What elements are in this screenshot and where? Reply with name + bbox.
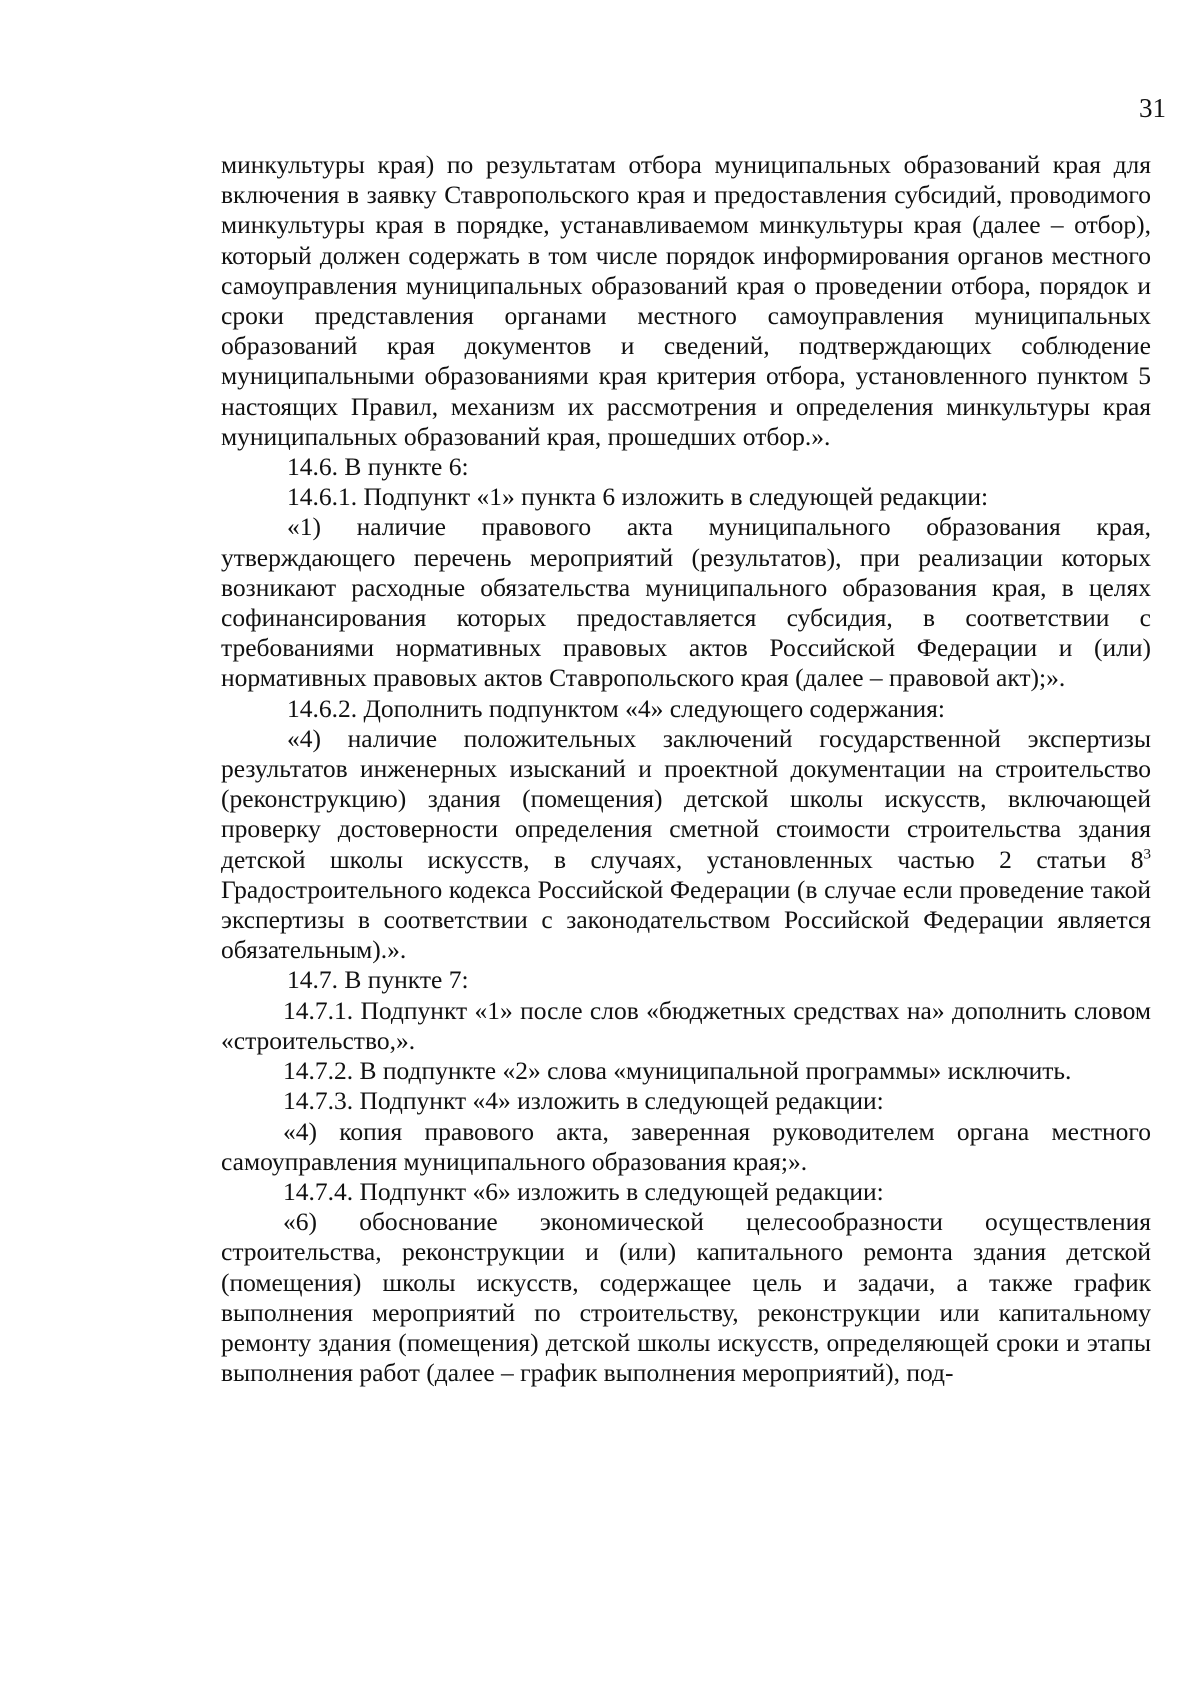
paragraph-continuation: минкультуры края) по результатам отбора муниципальных образований края для включения в заявку Ставропольского края и предоставления субсидий, проводимого минкультуры края в порядке, устанавливаемом минкультуры края (далее – отбор), который должен содержать в том числе порядок информирования органов местного самоуправления муниципальных образований края о проведении отбора, порядок и сроки представления органами местного самоуправления муниципальных образований края документов и сведений, подтверждающих соблюдение муниципальными образованиями края критерия отбора, установленного пунктом 5 настоящих Правил, механизм их рассмотрения и определения минкультуры края муниципальных образований края, прошедших отбор.». [221,150,1151,451]
paragraph-14-6-1: 14.6.1. Подпункт «1» пункта 6 изложить в следующей редакции: [287,482,989,512]
paragraph-14-6: 14.6. В пункте 6: [287,452,469,482]
paragraph-subitem-1-text: «1) наличие правового акта муниципального образования края, утверждающего перечень мероприятий (результатов), при реализации которых возникают расходные обязательства муниципального образования края, в целях софинансирования которых предоставляется субсидия, в соответствии с требованиями нормативных правовых актов Российской Федерации и (или) нормативных правовых актов Ставропольского края (далее – правовой акт);». [221,512,1151,693]
expertise-text-part-2: Градостроительного кодекса Российской Федерации (в случае если проведение такой экспертизы в соответствии с законодательством Российской Федерации является обязательным).». [221,874,1151,965]
paragraph-14-7-1: 14.7.1. Подпункт «1» после слов «бюджетных средствах на» дополнить словом «строительство,». [221,995,1151,1055]
article-superscript: 3 [1143,846,1151,863]
page-number: 31 [1139,93,1166,123]
paragraph-subitem-4-expertise [221,724,1151,966]
paragraph-14-7-4: 14.7.4. Подпункт «6» изложить в следующей редакции: [283,1176,884,1206]
paragraph-subitem-4-copy: «4) копия правового акта, заверенная руководителем органа местного самоуправления муниципального образования края;». [221,1116,1151,1176]
paragraph-14-7-3: 14.7.3. Подпункт «4» изложить в следующей редакции: [283,1086,884,1116]
paragraph-14-6-2: 14.6.2. Дополнить подпунктом «4» следующего содержания: [287,693,945,723]
paragraph-14-7: 14.7. В пункте 7: [287,965,469,995]
document-body [221,150,1151,1388]
paragraph-14-7-2: 14.7.2. В подпункте «2» слова «муниципальной программы» исключить. [283,1056,1072,1086]
expertise-text-part-1: «4) наличие положительных заключений государственной экспертизы результатов инженерных изысканий и проектной документации на строительство (реконструкцию) здания (помещения) детской школы искусств, включающей проверку достоверности определения сметной стоимости строительства здания детской школы искусств, в случаях, установленных частью 2 статьи 8 [221,723,1151,874]
paragraph-subitem-6-justification: «6) обоснование экономической целесообразности осуществления строительства, реконструкции и (или) капитального ремонта здания детской (помещения) школы искусств, содержащее цель и задачи, а также график выполнения мероприятий по строительству, реконструкции или капитальному ремонту здания (помещения) детской школы искусств, определяющей сроки и этапы выполнения работ (далее – график выполнения мероприятий), под- [221,1207,1151,1388]
